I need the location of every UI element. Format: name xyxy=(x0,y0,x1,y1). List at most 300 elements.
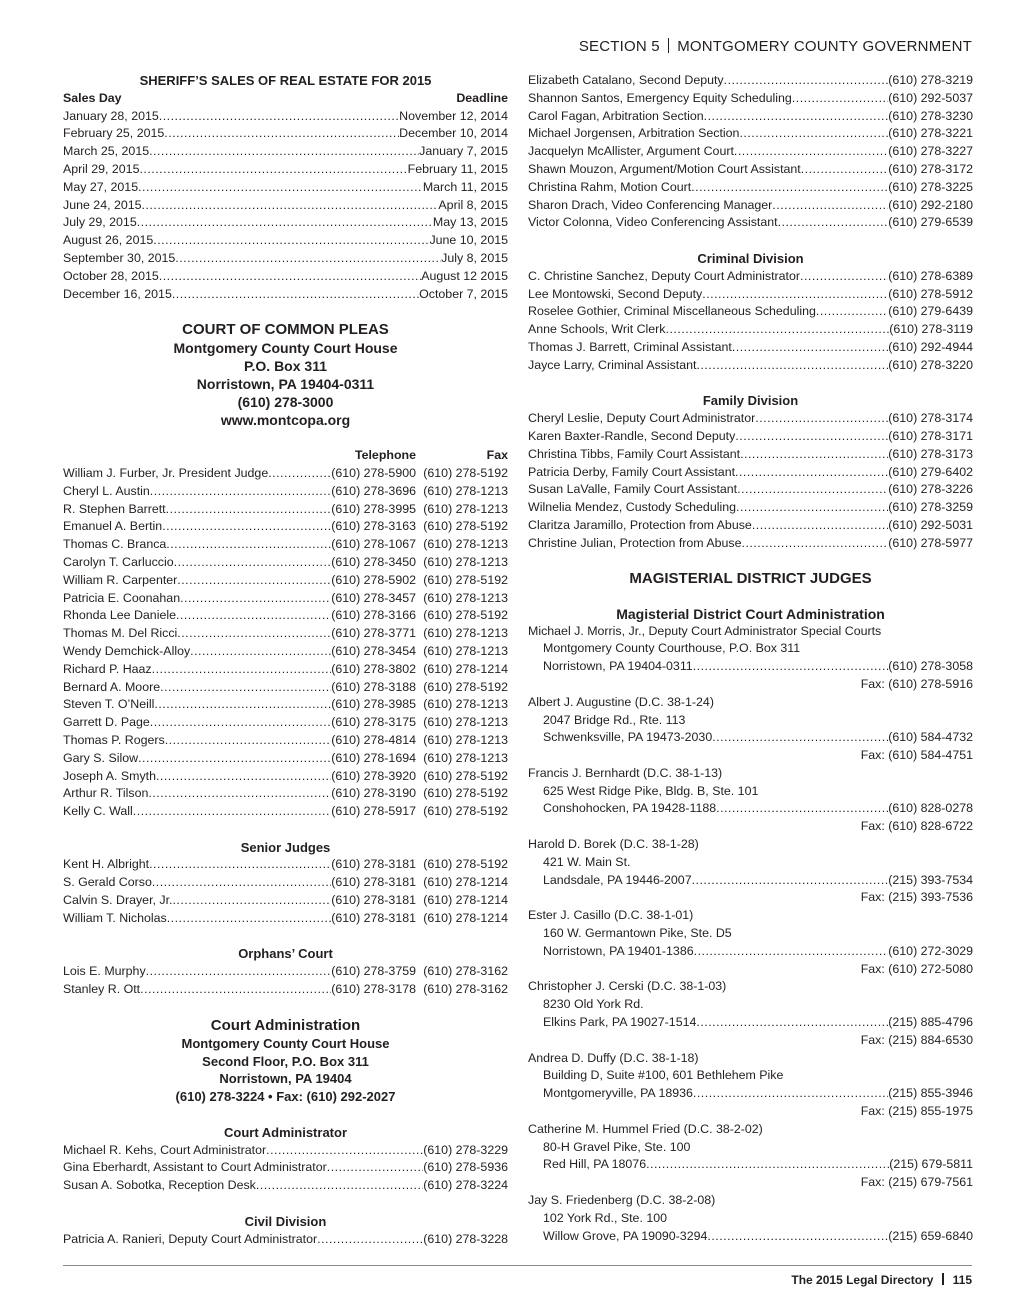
admin-address-line: Second Floor, P.O. Box 311 xyxy=(202,1053,369,1069)
mdj-city-phone xyxy=(528,1228,973,1246)
mdj-city: Elkins Park, PA 19027-1514 xyxy=(543,1015,697,1030)
entry-fax: (610) 278-1213 xyxy=(423,501,508,516)
ccp-address-line: P.O. Box 311 xyxy=(243,358,327,375)
mdj-name: Albert J. Augustine (D.C. 38-1-24) xyxy=(528,694,714,709)
entry-name: Anne Schools, Writ Clerk xyxy=(528,322,666,337)
admin-address-line: Montgomery County Court House xyxy=(181,1035,390,1051)
staff-row xyxy=(63,1142,508,1160)
entry-phone: (610) 278-3181 xyxy=(331,875,416,890)
leader-dots xyxy=(180,590,331,608)
telephone-header: Telephone xyxy=(354,448,416,463)
entry-name: Wendy Demchick-Alloy xyxy=(63,643,191,658)
entry-phone: (610) 278-3226 xyxy=(888,482,973,497)
leader-dots xyxy=(138,179,423,197)
entry-phone: (610) 292-5037 xyxy=(888,90,973,105)
entry-name: Kent H. Albright xyxy=(63,857,150,872)
staff-row xyxy=(528,321,973,339)
leader-dots xyxy=(736,499,888,517)
header-divider xyxy=(668,38,669,53)
entry-name: R. Stephen Barrett xyxy=(63,501,166,516)
entry-fax: (610) 278-1214 xyxy=(423,875,508,890)
mdj-phone: (610) 272-3029 xyxy=(888,943,973,958)
entry-phone: (610) 292-2180 xyxy=(888,197,973,212)
judge-row xyxy=(63,696,508,714)
judges-list xyxy=(63,465,508,821)
leader-dots xyxy=(704,108,889,126)
leader-dots xyxy=(327,1159,423,1177)
entry-fax: (610) 278-1213 xyxy=(423,626,508,641)
entry-phone: (610) 278-3166 xyxy=(331,608,416,623)
leader-dots xyxy=(712,729,888,747)
entry-fax: (610) 278-1214 xyxy=(423,893,508,908)
entry-phone: (610) 278-3172 xyxy=(888,161,973,176)
entry-fax: (610) 278-5192 xyxy=(423,804,508,819)
sale-deadline: January 7, 2015 xyxy=(419,144,508,159)
entry-fax: (610) 278-1213 xyxy=(423,750,508,765)
leader-dots xyxy=(740,446,888,464)
entry-phone: (610) 278-3920 xyxy=(331,768,416,783)
mdj-city: Landsdale, PA 19446-2007 xyxy=(543,872,692,887)
court-admin-address xyxy=(63,1035,508,1106)
entry-name: Michael R. Kehs, Court Administrator xyxy=(63,1142,267,1157)
leader-dots xyxy=(666,321,890,339)
leader-dots xyxy=(149,143,419,161)
leader-dots xyxy=(752,517,888,535)
mdj-name: Harold D. Borek (D.C. 38-1-28) xyxy=(528,837,699,852)
entry-phone: (610) 278-1694 xyxy=(331,750,416,765)
leader-dots xyxy=(152,661,332,679)
entry-phone: (610) 278-5936 xyxy=(423,1160,508,1175)
leader-dots xyxy=(692,872,889,890)
entry-phone: (610) 292-4944 xyxy=(888,339,973,354)
entry-name: C. Christine Sanchez, Deputy Court Administrator xyxy=(528,268,801,283)
sale-day: March 25, 2015 xyxy=(63,144,150,159)
entry-name: Susan A. Sobotka, Reception Desk xyxy=(63,1178,256,1193)
entry-name: Bernard A. Moore xyxy=(63,679,161,694)
mdj-entry xyxy=(528,836,973,907)
mdj-address: 2047 Bridge Rd., Rte. 113 xyxy=(543,712,686,727)
entry-fax: (610) 278-5192 xyxy=(423,786,508,801)
entry-name: Shawn Mouzon, Argument/Motion Court Assistant xyxy=(528,161,801,176)
entry-phone: (610) 278-3181 xyxy=(331,857,416,872)
entry-name: Gina Eberhardt, Assistant to Court Administrator xyxy=(63,1160,327,1175)
leader-dots xyxy=(138,750,331,768)
entry-fax: (610) 278-1213 xyxy=(423,715,508,730)
ccp-address-line: (610) 278-3000 xyxy=(237,394,334,411)
sale-day: June 24, 2015 xyxy=(63,197,142,212)
entry-name: Carol Fagan, Arbitration Section xyxy=(528,108,704,123)
judge-row xyxy=(63,554,508,572)
entry-name: Elizabeth Catalano, Second Deputy xyxy=(528,73,724,87)
entry-fax: (610) 278-1214 xyxy=(423,910,508,925)
mdj-city-phone xyxy=(528,1085,973,1103)
admin-address-line: Norristown, PA 19404 xyxy=(219,1071,352,1087)
entry-name: Arthur R. Tilson xyxy=(63,786,149,801)
judge-row xyxy=(63,607,508,625)
mdj-entry xyxy=(528,694,973,765)
mdj-title: MAGISTERIAL DISTRICT JUDGES xyxy=(629,569,872,587)
judge-row xyxy=(63,732,508,750)
leader-dots xyxy=(159,108,399,126)
leader-dots xyxy=(190,643,331,661)
entry-phone: (610) 279-6539 xyxy=(888,215,973,230)
leader-dots xyxy=(175,250,441,268)
entry-name: William T. Nicholas xyxy=(63,910,167,925)
sale-deadline: March 11, 2015 xyxy=(422,179,508,194)
entry-name: Thomas J. Barrett, Criminal Assistant xyxy=(528,339,732,354)
judge-row xyxy=(63,643,508,661)
entry-name: Patricia A. Ranieri, Deputy Court Administrator xyxy=(63,1231,318,1246)
leader-dots xyxy=(137,214,433,232)
staff-row xyxy=(528,161,973,179)
entry-fax: (610) 278-5192 xyxy=(423,519,508,534)
staff-row xyxy=(63,1231,508,1249)
entry-phone: (610) 278-3173 xyxy=(888,446,973,461)
entry-name: Claritza Jaramillo, Protection from Abuse xyxy=(528,517,752,532)
entry-name: Stanley R. Ott xyxy=(63,982,141,997)
mdj-name: Jay S. Friedenberg (D.C. 38-2-08) xyxy=(528,1193,716,1208)
leader-dots xyxy=(801,161,889,179)
leader-dots xyxy=(148,785,331,803)
entry-fax: (610) 278-1213 xyxy=(423,732,508,747)
judge-row xyxy=(63,465,508,483)
mdj-phone: (215) 885-4796 xyxy=(888,1015,973,1030)
entry-name: Jacquelyn McAllister, Argument Court xyxy=(528,144,734,159)
mdj-city: Norristown, PA 19404-0311 xyxy=(543,659,693,674)
entry-phone: (610) 278-5977 xyxy=(888,535,973,550)
entry-phone: (610) 278-3771 xyxy=(331,626,416,641)
sale-day: January 28, 2015 xyxy=(63,108,159,123)
leader-dots xyxy=(772,197,888,215)
criminal-division-list xyxy=(528,268,973,375)
civil-division-title: Civil Division xyxy=(244,1213,327,1229)
mdj-address: Montgomery County Courthouse, P.O. Box 311 xyxy=(543,641,801,656)
staff-row xyxy=(528,90,973,108)
entry-name: Joseph A. Smyth xyxy=(63,768,156,783)
leader-dots xyxy=(734,143,888,161)
entry-phone: (610) 279-6439 xyxy=(888,304,973,319)
deadline-header: Deadline xyxy=(456,90,508,105)
staff-row xyxy=(528,268,973,286)
leader-dots xyxy=(166,501,332,519)
mdj-city: Schwenksville, PA 19473-2030 xyxy=(543,730,713,745)
criminal-division-title: Criminal Division xyxy=(697,250,804,266)
mdj-city: Norristown, PA 19401-1386 xyxy=(543,943,694,958)
entry-name: Patricia E. Coonahan xyxy=(63,590,181,605)
staff-row xyxy=(528,143,973,161)
mdj-name: Michael J. Morris, Jr., Deputy Court Administrator Special Courts xyxy=(528,623,882,638)
entry-name: Cheryl L. Austin xyxy=(63,483,150,498)
ccp-address xyxy=(63,339,508,429)
judge-row xyxy=(63,536,508,554)
footer-rule xyxy=(63,1265,972,1266)
mdj-city: Willow Grove, PA 19090-3294 xyxy=(543,1228,708,1243)
mdj-phone: (610) 278-3058 xyxy=(888,659,973,674)
leader-dots xyxy=(150,714,331,732)
leader-dots xyxy=(165,732,332,750)
entry-phone: (610) 278-3759 xyxy=(331,964,416,979)
staff-row xyxy=(528,214,973,232)
sheriff-sale-row xyxy=(63,214,508,232)
leader-dots xyxy=(266,1142,423,1160)
entry-fax: (610) 278-1213 xyxy=(423,697,508,712)
ccp-address-line: Norristown, PA 19404-0311 xyxy=(196,376,375,393)
entry-name: Thomas P. Rogers xyxy=(63,732,165,747)
footer-book-title: The 2015 Legal Directory xyxy=(791,1273,934,1287)
court-administrator-title: Court Administrator xyxy=(223,1124,348,1140)
sale-deadline: July 8, 2015 xyxy=(441,250,508,265)
sale-day: February 25, 2015 xyxy=(63,126,165,141)
entry-fax: (610) 278-5192 xyxy=(423,608,508,623)
leader-dots xyxy=(176,607,331,625)
leader-dots xyxy=(739,125,888,143)
entry-fax: (610) 278-3162 xyxy=(423,982,508,997)
leader-dots xyxy=(140,981,331,999)
leader-dots xyxy=(707,1228,888,1246)
entry-name: Rhonda Lee Daniele xyxy=(63,608,176,623)
sheriff-sale-row xyxy=(63,232,508,250)
sale-deadline: April 8, 2015 xyxy=(438,197,508,212)
leader-dots xyxy=(174,554,332,572)
leader-dots xyxy=(133,803,332,821)
mdj-address: 8230 Old York Rd. xyxy=(543,997,644,1012)
sale-deadline: August 12 2015 xyxy=(421,268,508,283)
leader-dots xyxy=(694,943,889,961)
entry-phone: (610) 278-3163 xyxy=(331,519,416,534)
leader-dots xyxy=(693,1085,888,1103)
senior-judges-list xyxy=(63,856,508,927)
mdj-name: Christopher J. Cerski (D.C. 38-1-03) xyxy=(528,979,727,994)
entry-phone: (610) 278-3188 xyxy=(331,679,416,694)
orphans-court-title: Orphans’ Court xyxy=(238,946,333,962)
entry-phone: (610) 278-3181 xyxy=(331,893,416,908)
entry-name: Thomas C. Branca xyxy=(63,537,167,552)
entry-phone: (610) 278-3174 xyxy=(888,411,973,426)
footer-divider xyxy=(942,1273,943,1285)
entry-fax: (610) 278-1213 xyxy=(423,590,508,605)
mdj-city-phone xyxy=(528,1014,973,1032)
sale-deadline: December 10, 2014 xyxy=(399,126,508,141)
mdj-phone: (215) 679-5811 xyxy=(889,1157,973,1172)
section-number: SECTION 5 xyxy=(578,38,660,55)
staff-row xyxy=(528,464,973,482)
mdj-name: Catherine M. Hummel Fried (D.C. 38-2-02) xyxy=(528,1121,763,1136)
entry-name: Roselee Gothier, Criminal Miscellaneous Scheduling xyxy=(528,304,816,319)
mdj-city-phone xyxy=(528,729,973,747)
entry-phone: (610) 278-3219 xyxy=(888,73,973,87)
sale-deadline: November 12, 2014 xyxy=(399,108,508,123)
sale-deadline: February 11, 2015 xyxy=(407,161,508,176)
left-column xyxy=(63,72,508,1248)
mdj-city: Conshohocken, PA 19428-1188 xyxy=(543,801,717,816)
entry-fax: (610) 278-1213 xyxy=(423,483,508,498)
mdj-fax: Fax: (610) 584-4751 xyxy=(860,748,973,763)
entry-name: Wilnelia Mendez, Custody Scheduling xyxy=(528,500,736,515)
leader-dots xyxy=(149,856,331,874)
staff-row xyxy=(528,499,973,517)
senior-judge-row xyxy=(63,874,508,892)
leader-dots xyxy=(162,518,331,536)
staff-row xyxy=(528,286,973,304)
judge-row xyxy=(63,661,508,679)
entry-phone: (610) 278-3985 xyxy=(331,697,416,712)
leader-dots xyxy=(164,125,399,143)
mdj-city-phone xyxy=(528,872,973,890)
mdj-city-phone xyxy=(528,943,973,961)
staff-row xyxy=(528,197,973,215)
mdj-phone: (215) 659-6840 xyxy=(888,1228,973,1243)
mdj-entry xyxy=(528,907,973,978)
entry-name: Lee Montowski, Second Deputy xyxy=(528,286,703,301)
staff-row xyxy=(528,410,973,428)
entry-name: Michael Jorgensen, Arbitration Section xyxy=(528,126,740,141)
sale-deadline: May 13, 2015 xyxy=(432,215,508,230)
judge-row xyxy=(63,714,508,732)
family-division-title: Family Division xyxy=(702,393,799,409)
family-division-list xyxy=(528,410,973,552)
ccp-title: COURT OF COMMON PLEAS xyxy=(182,321,389,339)
mdj-address: 160 W. Germantown Pike, Ste. D5 xyxy=(543,926,732,941)
staff-row xyxy=(63,1177,508,1195)
entry-phone: (610) 278-3181 xyxy=(331,910,416,925)
page-footer xyxy=(791,1273,972,1287)
leader-dots xyxy=(742,535,889,553)
sale-day: July 29, 2015 xyxy=(63,215,137,230)
judge-row xyxy=(63,679,508,697)
sale-day: October 28, 2015 xyxy=(63,268,159,283)
sheriff-sale-row xyxy=(63,268,508,286)
mdj-entry xyxy=(528,1050,973,1121)
entry-name: Garrett D. Page xyxy=(63,715,150,730)
mdj-name: Ester J. Casillo (D.C. 38-1-01) xyxy=(528,908,694,923)
leader-dots xyxy=(139,161,407,179)
judge-row xyxy=(63,785,508,803)
staff-row xyxy=(528,179,973,197)
mdj-phone: (215) 393-7534 xyxy=(888,872,973,887)
sheriff-sale-row xyxy=(63,179,508,197)
entry-phone: (610) 278-3995 xyxy=(331,501,416,516)
mdj-entry xyxy=(528,978,973,1049)
leader-dots xyxy=(735,464,888,482)
leader-dots xyxy=(167,910,332,928)
entry-phone: (610) 278-3229 xyxy=(423,1142,508,1157)
mdj-entry xyxy=(528,765,973,836)
mdj-entry xyxy=(528,1192,973,1245)
senior-judge-row xyxy=(63,856,508,874)
leader-dots xyxy=(702,286,888,304)
entry-name: Victor Colonna, Video Conferencing Assistant xyxy=(528,215,778,230)
leader-dots xyxy=(177,572,331,590)
entry-phone: (610) 278-3220 xyxy=(888,357,973,372)
entry-name: William J. Furber, Jr. President Judge xyxy=(63,465,269,480)
sheriff-sale-row xyxy=(63,161,508,179)
sale-day: December 16, 2015 xyxy=(63,286,172,301)
staff-row xyxy=(528,108,973,126)
leader-dots xyxy=(152,874,331,892)
entry-fax: (610) 278-1213 xyxy=(423,643,508,658)
leader-dots xyxy=(816,303,888,321)
mdj-list xyxy=(528,623,973,1246)
sheriff-sale-row xyxy=(63,125,508,143)
entry-fax: (610) 278-5192 xyxy=(423,857,508,872)
staff-row xyxy=(528,481,973,499)
entry-phone: (610) 278-5917 xyxy=(331,804,416,819)
civil-division-list xyxy=(63,1231,508,1249)
entry-phone: (610) 278-5902 xyxy=(331,572,416,587)
leader-dots xyxy=(268,465,331,483)
sale-deadline: June 10, 2015 xyxy=(429,233,508,248)
sheriff-sale-row xyxy=(63,108,508,126)
entry-fax: (610) 278-1213 xyxy=(423,537,508,552)
leader-dots xyxy=(256,1177,423,1195)
entry-name: Christina Rahm, Motion Court xyxy=(528,179,692,194)
entry-phone: (610) 278-1067 xyxy=(331,537,416,552)
court-admin-title: Court Administration xyxy=(210,1016,361,1034)
entry-phone: (610) 278-3802 xyxy=(331,661,416,676)
entry-name: William R. Carpenter xyxy=(63,572,178,587)
entry-fax: (610) 278-1214 xyxy=(423,661,508,676)
judge-row xyxy=(63,803,508,821)
ccp-address-line: www.montcopa.org xyxy=(220,412,351,429)
sale-deadline: October 7, 2015 xyxy=(419,286,508,301)
entry-phone: (610) 278-5912 xyxy=(888,286,973,301)
staff-row xyxy=(528,446,973,464)
staff-row xyxy=(528,517,973,535)
senior-judges-title: Senior Judges xyxy=(240,839,331,855)
mdj-phone: (215) 855-3946 xyxy=(888,1086,973,1101)
entry-phone: (610) 278-5900 xyxy=(331,465,416,480)
leader-dots xyxy=(154,696,331,714)
entry-phone: (610) 278-3450 xyxy=(331,554,416,569)
staff-row xyxy=(528,339,973,357)
entry-phone: (610) 278-3171 xyxy=(888,428,973,443)
sales-day-header: Sales Day xyxy=(63,90,122,105)
orphans-court-list xyxy=(63,963,508,999)
entry-name: Steven T. O’Neill xyxy=(63,697,155,712)
leader-dots xyxy=(153,232,429,250)
leader-dots xyxy=(160,679,331,697)
entry-phone: (610) 278-3178 xyxy=(331,982,416,997)
right-column xyxy=(528,72,973,1245)
entry-name: Karen Baxter-Randle, Second Deputy xyxy=(528,428,736,443)
entry-phone: (610) 278-3230 xyxy=(888,108,973,123)
staff-row xyxy=(528,535,973,553)
leader-dots xyxy=(716,800,888,818)
mdj-phone: (610) 828-0278 xyxy=(888,801,973,816)
sale-day: September 30, 2015 xyxy=(63,250,176,265)
entry-phone: (610) 278-3227 xyxy=(888,144,973,159)
entry-fax: (610) 278-5192 xyxy=(423,679,508,694)
entry-name: Cheryl Leslie, Deputy Court Administrator xyxy=(528,411,756,426)
mdj-fax: Fax: (215) 855-1975 xyxy=(860,1104,973,1119)
judge-row xyxy=(63,625,508,643)
entry-phone: (610) 278-3454 xyxy=(331,643,416,658)
staff-row xyxy=(528,72,973,90)
entry-phone: (610) 278-3259 xyxy=(888,500,973,515)
judge-row xyxy=(63,768,508,786)
mdj-entry xyxy=(528,1121,973,1192)
leader-dots xyxy=(737,481,888,499)
sheriff-sale-row xyxy=(63,250,508,268)
entry-fax: (610) 278-5192 xyxy=(423,465,508,480)
mdj-address: 102 York Rd., Ste. 100 xyxy=(543,1210,667,1225)
entry-name: Thomas M. Del Ricci xyxy=(63,626,178,641)
leader-dots xyxy=(800,268,888,286)
judge-row xyxy=(63,590,508,608)
leader-dots xyxy=(792,90,888,108)
staff-row xyxy=(528,357,973,375)
sheriff-sale-row xyxy=(63,197,508,215)
